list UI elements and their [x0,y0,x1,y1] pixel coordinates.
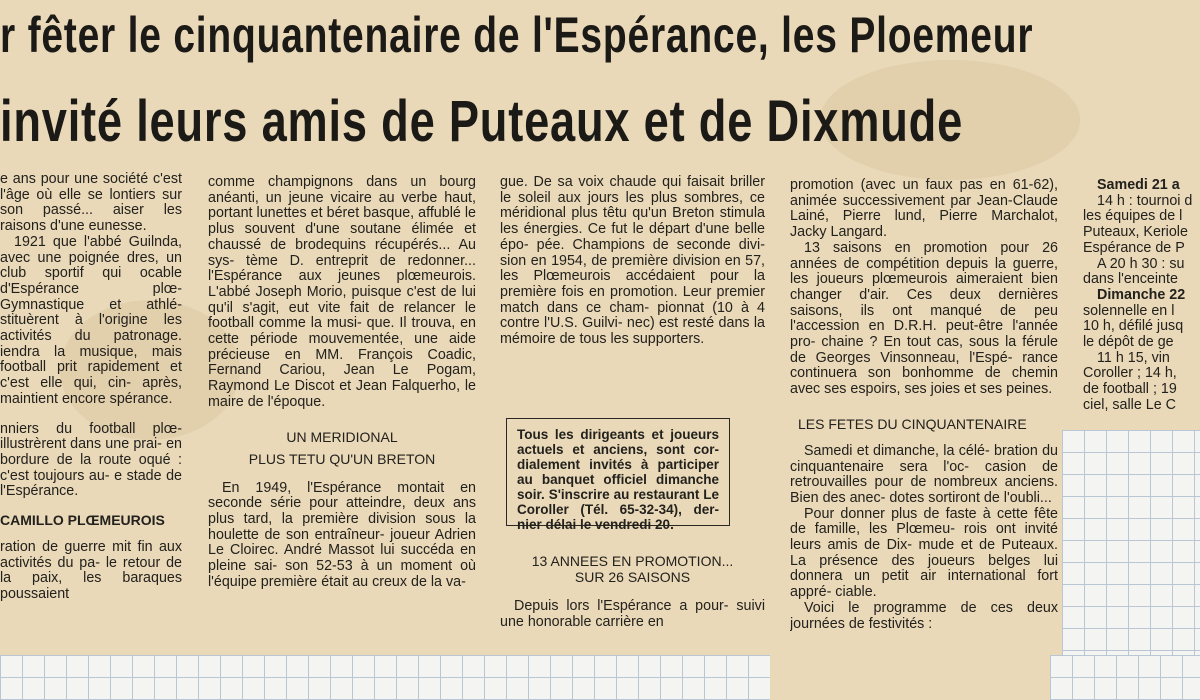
graph-paper-background [1050,655,1200,700]
paragraph: 13 saisons en promotion pour 26 années de compétition depuis la guerre, les joueurs plœmeurois aimeraient bien changer d'air. Ces deux dernières saisons, ils ont manqué de peu l'accession en D.R.H. peut-être l'année pro- chaine ? En tout cas, sous la férule de Georges Vinsonneau, l'Espé- rance continuera son bonhomme de chemin avec ses espoirs, ses joies et ses peines. [790,239,1058,398]
program-line: 10 h, défilé jusq [1083,318,1184,335]
program-line: Puteaux, Keriole [1083,224,1188,241]
article-column-5 [1083,178,1200,428]
subheading: LES FETES DU CINQUANTENAIRE [798,415,1027,432]
paragraph: Depuis lors l'Espérance a pour- suivi une honorable carrière en [500,598,765,630]
subheading: CAMILLO PLŒMEUROIS [0,512,165,529]
paragraph: comme champignons dans un bourg anéanti, un jeune vicaire au verbe haut, portant lunettes et béret basque, affublé le plus souvent d'une soutane élimée et chaussé de brodequins récupérés... Au sys- tème D. entreprit de redonner... l'Espérance aux jeunes plœmeurois. L'abbé Joseph Morio, puisque c'est de lui qu'il s'agit, eut vite fait de relancer le football comme la musi- que. Il trouva, en cette période mouvementée, une aide précieuse en MM. François Coadic, Fernand Cariou, Jean Le Pogam, Raymond Le Discot et Jean Falquerho, le maire de l'époque. [208,175,476,410]
paragraph: ration de guerre mit fin aux activités du pa- le retour de la paix, les baraques poussaient [0,539,182,603]
program-line: 14 h : tournoi d [1097,192,1193,209]
paragraph: En 1949, l'Espérance montait en seconde série pour atteindre, deux ans plus tard, la première division sous la houlette de son entraîneur- joueur Adrien Le Cloirec. André Massot lui succéda en pleine sai- son 52-53 à un moment où l'équipe première était au creux de la va- [208,479,476,590]
graph-paper-background [0,655,770,700]
subheading-line-1: UN MERIDIONAL [286,428,398,445]
article-column-2 [208,175,476,655]
article-column-3-lower [500,553,765,663]
subheading-line-2: SUR 26 SAISONS [574,569,691,585]
program-day-2: Dimanche 22 [1097,286,1186,303]
program-day-1: Samedi 21 a [1097,178,1180,193]
headline-line-2: invité leurs amis de Puteaux et de Dixmude [0,89,964,154]
paragraph: gue. De sa voix chaude qui faisait briller le soleil aux jours les plus sombres, ce méridional plus têtu qu'un Breton stimula les énergies. Ce fut le départ d'une belle épo- pée. Champions de seconde divi- sion en 1954, de première division en 57, les Plœmeurois accédaient pour la première fois en promotion. Leur premier match dans ce cham- pionnat (10 à 4 contre l'U.S. Guilvi- nec) est resté dans la mémoire de tous les supporters. [500,175,765,348]
banquet-notice-box: Tous les dirigeants et joueurs actuels et anciens, sont cor- dialement invités à participer au banquet officiel dimanche soir. S'inscrire au restaurant Le Coroller (Tél. 65-32-34), der- nier délai le vendredi 20. [506,418,730,526]
article-column-4 [790,178,1058,698]
paragraph: promotion (avec un faux pas en 61-62), animée successivement par Jean-Claude Lainé, Pierre lund, Pierre Marchalot, Jacky Langard. [790,178,1058,241]
program-line: solennelle en l [1083,302,1175,319]
program-line: A 20 h 30 : su [1097,255,1185,272]
paragraph: Samedi et dimanche, la célé- bration du cinquantenaire sera l'oc- casion de retrouvailles pour de nombreux anciens. Bien des anec- dotes sortiront de l'oubli... [790,442,1058,506]
program-line: les équipes de l [1083,208,1183,225]
paragraph: Voici le programme de ces deux journées de festivités : [790,599,1058,632]
program-line: Coroller ; 14 h, [1083,365,1177,382]
paragraph: 1921 que l'abbé Guilnda, avec une poignée dres, un club sportif qui ocable d'Espérance plœ- Gymnastique et athlé- stituèrent à l'origine les activités du patronage. iendra la musique, mais football prit rapidement et c'est elle qui, cin- après, maintient encore spérance. [0,233,182,407]
program-line: dans l'enceinte [1083,271,1178,288]
program-line: de football ; 19 [1083,381,1177,398]
paragraph: Pour donner plus de faste à cette fête de famille, les Plœmeu- rois ont invité leurs amis de Dix- mude et de Puteaux. La présence des joueurs belges lui donnera un petit air international fort appré- ciable. [790,505,1058,601]
program-line: 11 h 15, vin [1097,349,1170,366]
program-line: le dépôt de ge [1083,334,1174,351]
program-line: Espérance de P [1083,239,1185,256]
subheading-line-2: PLUS TETU QU'UN BRETON [248,450,436,467]
paragraph: nniers du football plœ- illustrèrent dans une prai- en bordure de la route oqué : c'est toujours au- e stade de l'Espérance. [0,420,182,500]
program-line: ciel, salle Le C [1083,396,1176,413]
paragraph: e ans pour une société c'est l'âge où elle se lontiers sur son passé... aiser les raisons d'une eunesse. [0,172,182,235]
headline-line-1: r fêter le cinquantenaire de l'Espérance, les Ploemeur [0,7,1034,63]
subheading-line-1: 13 ANNEES EN PROMOTION... [531,553,734,569]
article-column-1 [0,172,182,672]
